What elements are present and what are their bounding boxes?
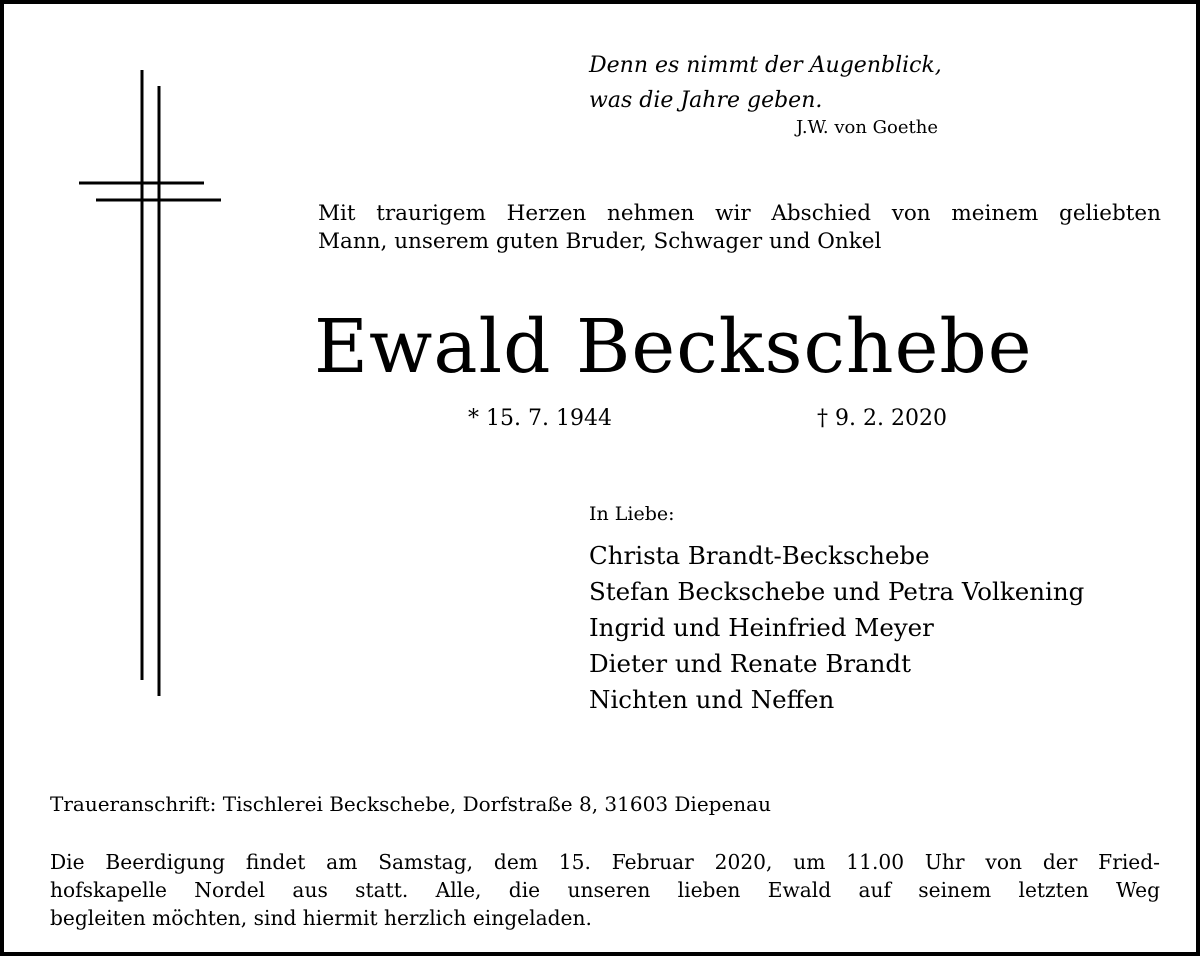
birth-date: * 15. 7. 1944 [468, 406, 612, 431]
quote-author: J.W. von Goethe [796, 117, 939, 138]
intro-line: Mit traurigem Herzen nehmen wir Abschied von meinem geliebten [318, 201, 1161, 226]
mourner-name: Ingrid und Heinfried Meyer [589, 613, 934, 642]
mourner-name: Dieter und Renate Brandt [589, 649, 911, 678]
funeral-line: hofskapelle Nordel aus statt. Alle, die unseren lieben Ewald auf seinem letzten Weg [50, 878, 1160, 902]
mourner-name: Nichten und Neffen [589, 685, 835, 714]
funeral-line: begleiten möchten, sind hiermit herzlich eingeladen. [50, 906, 592, 930]
deceased-name: Ewald Beckschebe [314, 304, 1033, 390]
mourners-list [589, 538, 1084, 718]
quote-line: was die Jahre geben. [589, 88, 823, 113]
cross-icon [74, 68, 234, 700]
mourning-address: Traueranschrift: Tischlerei Beckschebe, Dorfstraße 8, 31603 Diepenau [50, 792, 771, 816]
quote-line: Denn es nimmt der Augenblick, [589, 53, 942, 78]
funeral-line: Die Beerdigung findet am Samstag, dem 15. Februar 2020, um 11.00 Uhr von der Fried- [50, 850, 1160, 874]
mourner-name: Stefan Beckschebe und Petra Volkening [589, 577, 1085, 606]
goethe-quote [589, 48, 942, 118]
funeral-notice [50, 848, 1160, 932]
death-date: † 9. 2. 2020 [817, 406, 947, 431]
mourner-name: Christa Brandt-Beckschebe [589, 541, 930, 570]
intro-line: Mann, unserem guten Bruder, Schwager und Onkel [318, 229, 882, 254]
intro-text [318, 200, 1161, 256]
mourners-heading: In Liebe: [589, 503, 675, 525]
